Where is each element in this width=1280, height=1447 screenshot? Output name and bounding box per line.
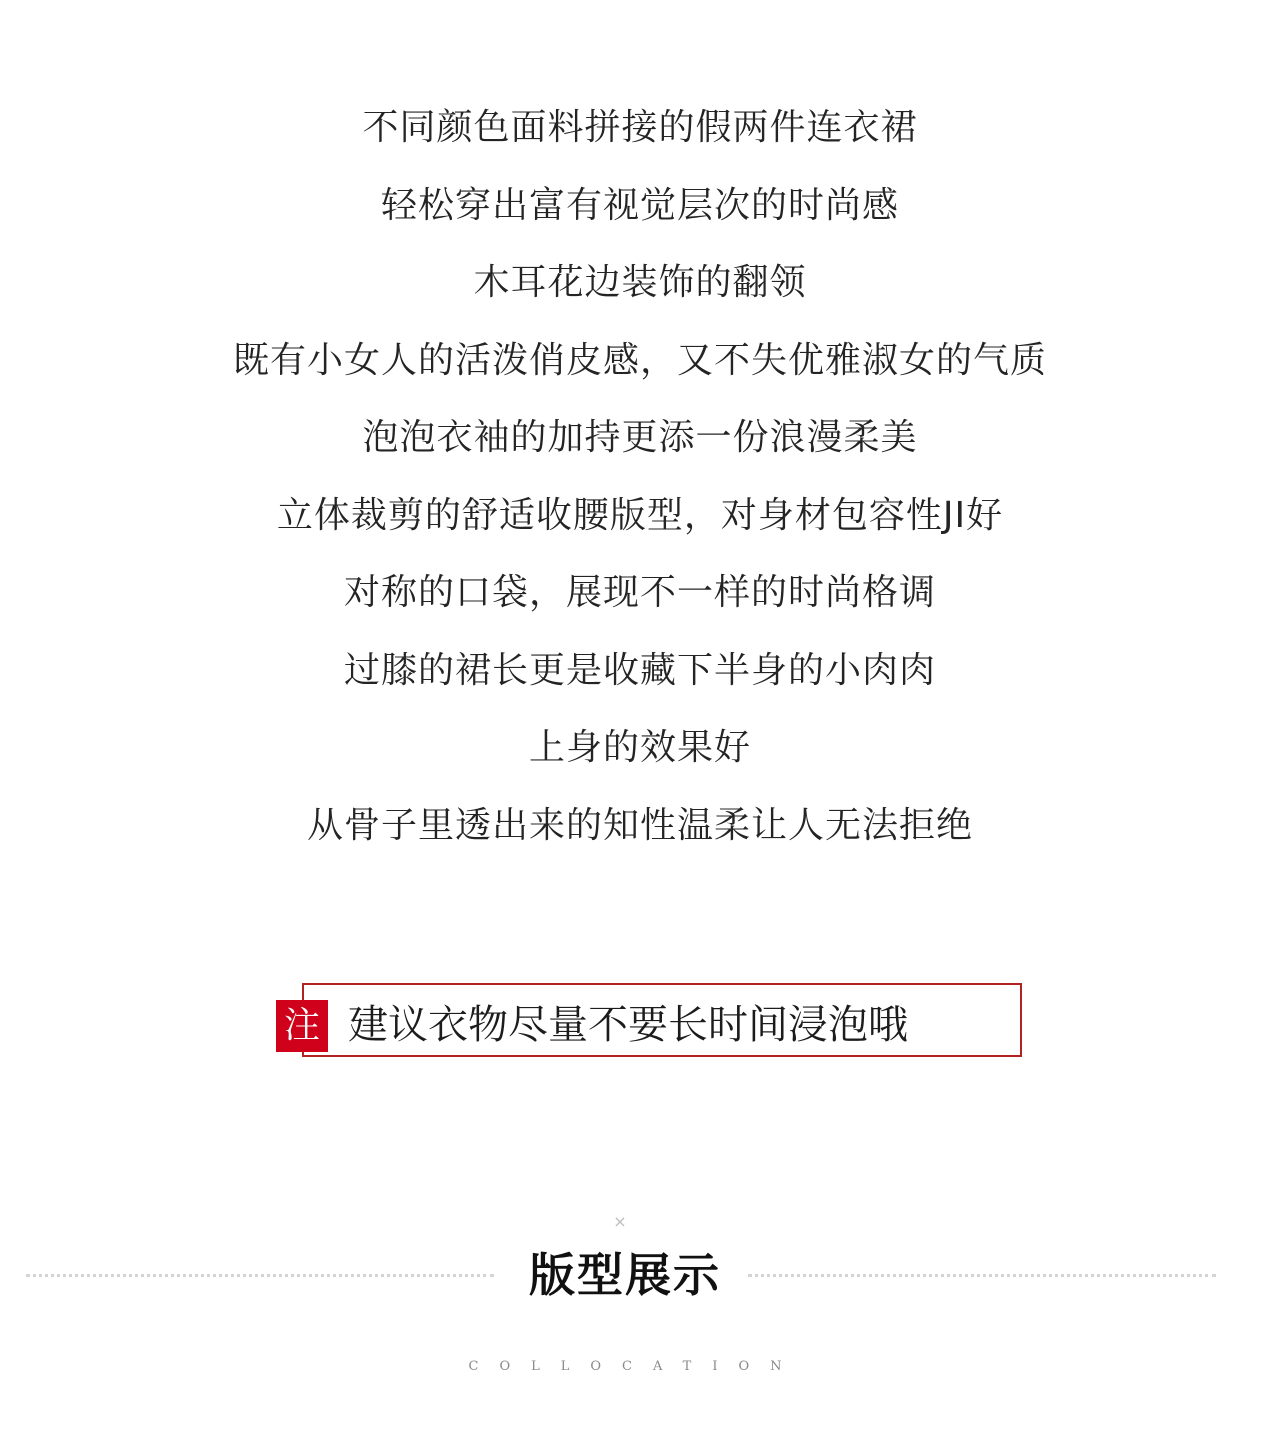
description-line: 上身的效果好 [528, 727, 751, 768]
description-line: 对称的口袋，展现不一样的时尚格调 [343, 572, 936, 613]
description-line: 既有小女人的活泼俏皮感，又不失优雅淑女的气质 [232, 339, 1047, 381]
description-lines [0, 100, 1280, 875]
description-line: 木耳花边装饰的翻领 [473, 262, 807, 303]
care-note-badge: 注 [276, 1000, 328, 1052]
description-line: 不同颜色面料拼接的假两件连衣裙 [362, 107, 918, 148]
section-divider-left [26, 1274, 494, 1277]
section-divider-right [748, 1274, 1216, 1277]
section-title: 版型展示 [529, 1248, 721, 1302]
description-line: 从骨子里透出来的知性温柔让人无法拒绝 [306, 804, 973, 846]
care-note-text: 建议衣物尽量不要长时间浸泡哦 [348, 1002, 908, 1048]
description-line: 轻松穿出富有视觉层次的时尚感 [380, 184, 899, 226]
care-note [276, 983, 1022, 1057]
description-line: 立体裁剪的舒适收腰版型，对身材包容性JI好 [276, 494, 1004, 536]
description-line: 泡泡衣袖的加持更添一份浪漫柔美 [362, 417, 918, 458]
section-mark-icon: × [613, 1212, 627, 1231]
description-line: 过膝的裙长更是收藏下半身的小肉肉 [343, 649, 936, 691]
section-subtitle: COLLOCATION [468, 1359, 803, 1374]
